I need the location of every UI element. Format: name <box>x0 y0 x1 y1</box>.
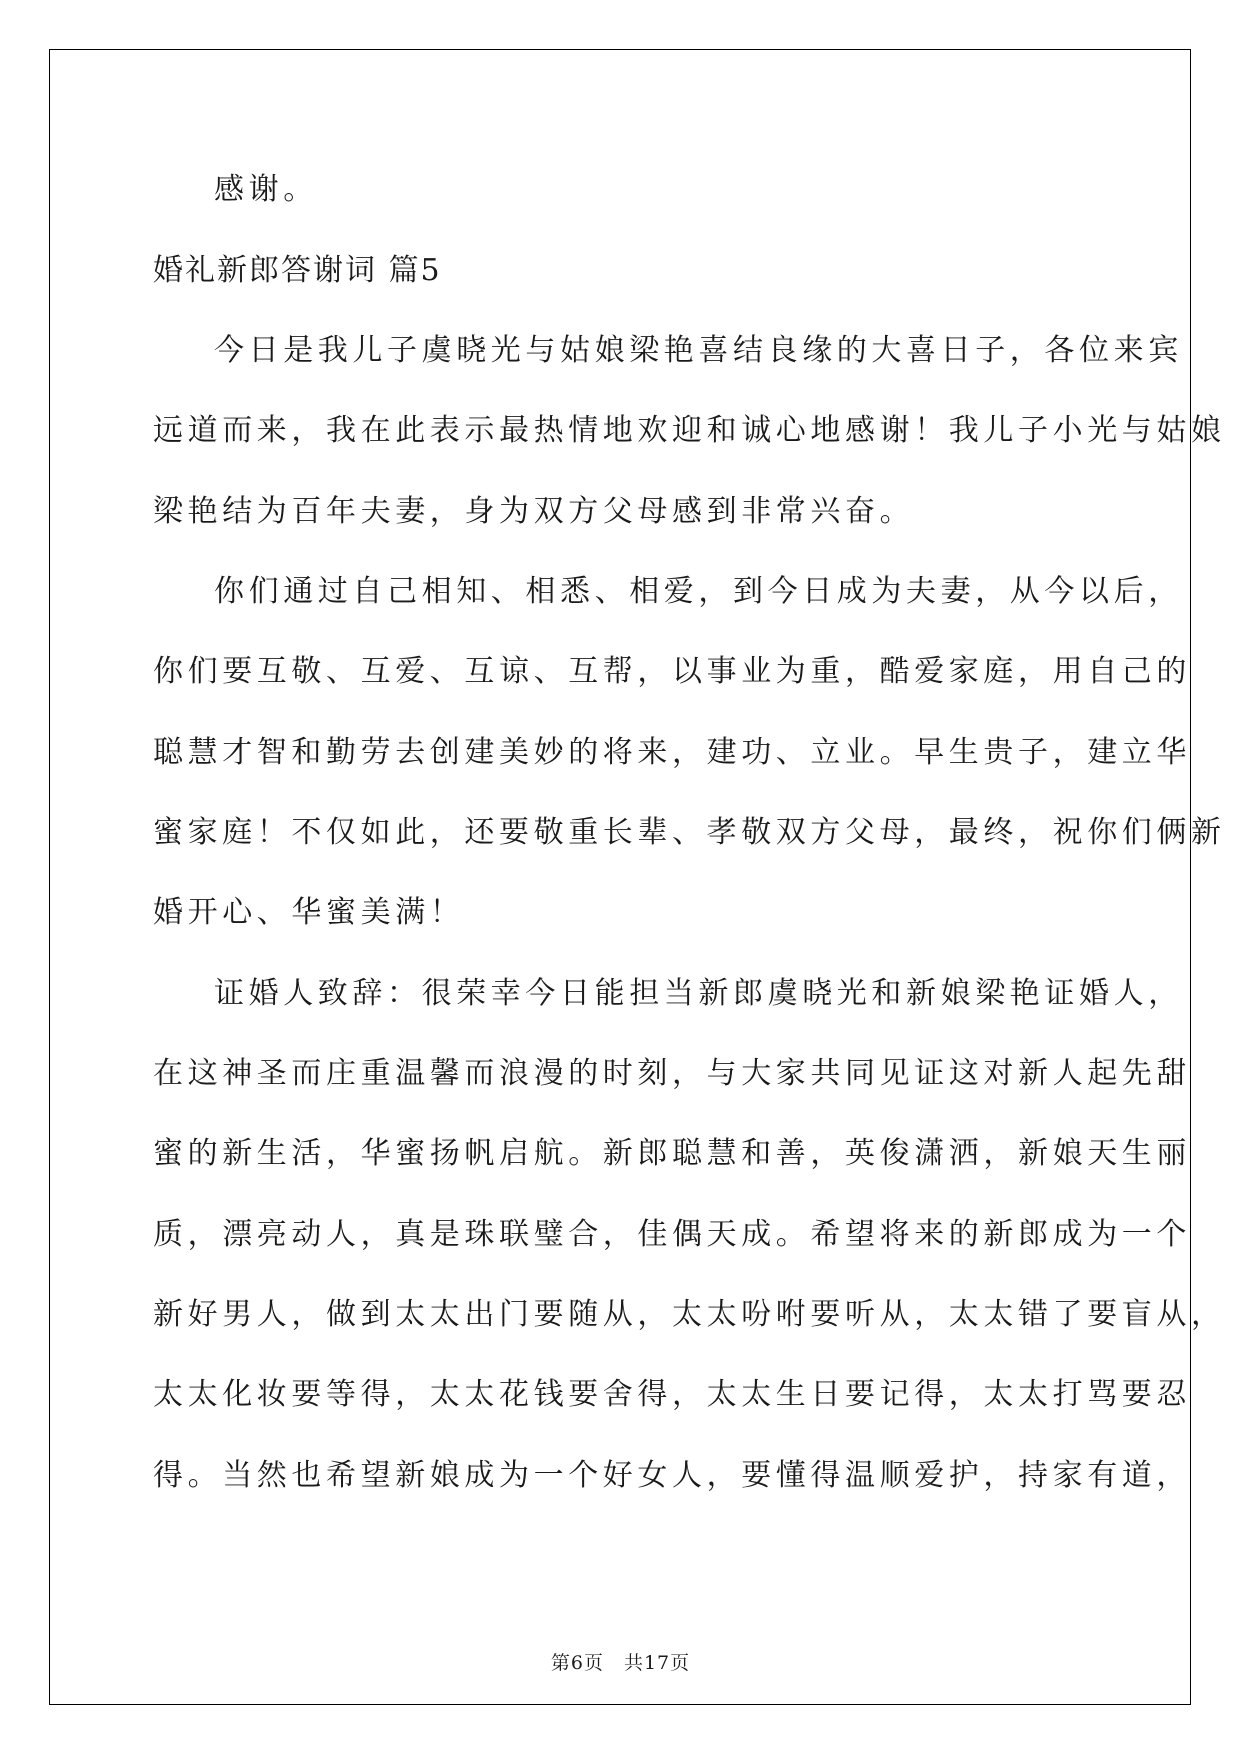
page-number-footer: 第6页 共17页 <box>550 1652 691 1674</box>
paragraph-line: 感谢。 <box>214 172 318 207</box>
paragraph-line: 远道而来，我在此表示最热情地欢迎和诚心地感谢！我儿子小光与姑娘 <box>153 413 1226 448</box>
paragraph-line: 蜜家庭！不仅如此，还要敬重长辈、孝敬双方父母，最终，祝你们俩新 <box>153 815 1226 850</box>
section-heading: 婚礼新郎答谢词 篇5 <box>153 253 442 288</box>
paragraph-line: 婚开心、华蜜美满！ <box>153 895 465 930</box>
paragraph-line: 今日是我儿子虞晓光与姑娘梁艳喜结良缘的大喜日子，各位来宾 <box>214 333 1183 368</box>
paragraph-line: 太太化妆要等得，太太花钱要舍得，太太生日要记得，太太打骂要忍 <box>153 1377 1191 1412</box>
paragraph-line: 蜜的新生活，华蜜扬帆启航。新郎聪慧和善，英俊潇洒，新娘天生丽 <box>153 1136 1191 1171</box>
paragraph-line: 梁艳结为百年夫妻，身为双方父母感到非常兴奋。 <box>153 494 915 529</box>
paragraph-line: 在这神圣而庄重温馨而浪漫的时刻，与大家共同见证这对新人起先甜 <box>153 1056 1191 1091</box>
paragraph-line: 得。当然也希望新娘成为一个好女人，要懂得温顺爱护，持家有道， <box>153 1458 1191 1493</box>
paragraph-line: 你们要互敬、互爱、互谅、互帮，以事业为重，酷爱家庭，用自己的 <box>153 654 1191 689</box>
paragraph-line: 证婚人致辞：很荣幸今日能担当新郎虞晓光和新娘梁艳证婚人， <box>214 976 1183 1011</box>
paragraph-line: 你们通过自己相知、相悉、相爱，到今日成为夫妻，从今以后， <box>214 574 1183 609</box>
paragraph-line: 新好男人，做到太太出门要随从，太太吩咐要听从，太太错了要盲从， <box>153 1297 1226 1332</box>
paragraph-line: 质，漂亮动人，真是珠联璧合，佳偶天成。希望将来的新郎成为一个 <box>153 1217 1191 1252</box>
paragraph-line: 聪慧才智和勤劳去创建美妙的将来，建功、立业。早生贵子，建立华 <box>153 735 1191 770</box>
